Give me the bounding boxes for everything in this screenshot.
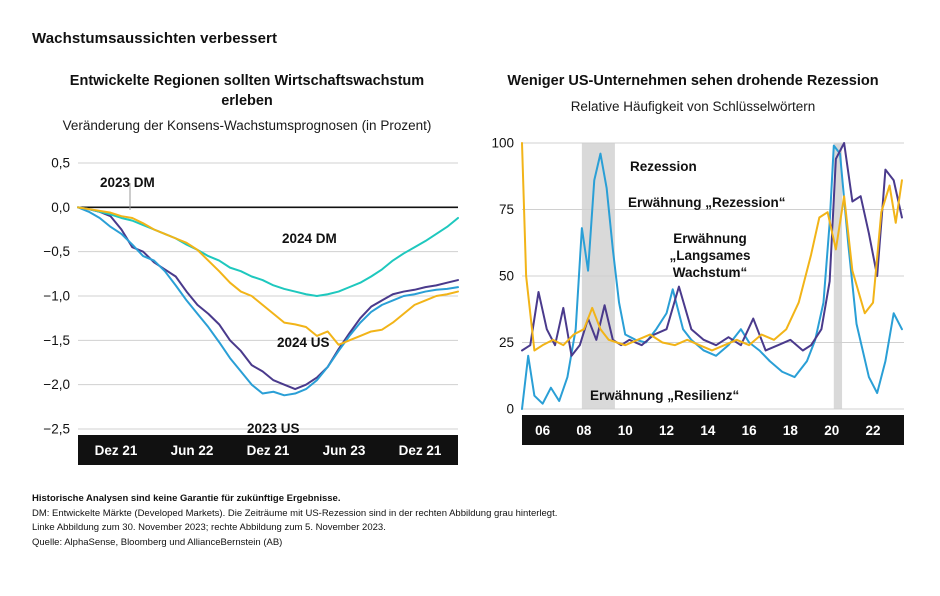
footnotes bbox=[32, 492, 672, 551]
right-chart-subtitle: Relative Häufigkeit von Schlüsselwörtern bbox=[570, 98, 816, 114]
label-langsames-wachstum: Erwähnung „Langsames Wachstum“ bbox=[669, 231, 751, 280]
left-chart-title: Entwickelte Regionen sollten Wirtschaftswachstum erleben bbox=[69, 73, 425, 109]
svg-text:Dez 21: Dez 21 bbox=[398, 442, 442, 458]
svg-text:−2,5: −2,5 bbox=[43, 421, 70, 437]
svg-text:25: 25 bbox=[498, 335, 514, 351]
footnote-source: Quelle: AlphaSense, Bloomberg und AllianceBernstein (AB) bbox=[32, 537, 283, 549]
footnote-dm: DM: Entwickelte Märkte (Developed Markets). Die Zeiträume mit US-Rezession sind in der rechten Abbildung grau hinterlegt. bbox=[32, 507, 558, 519]
svg-text:Dez 21: Dez 21 bbox=[94, 442, 138, 458]
label-2023-dm: 2023 DM bbox=[100, 174, 155, 190]
svg-text:0: 0 bbox=[506, 401, 514, 417]
label-2023-us: 2023 US bbox=[247, 420, 300, 436]
label-rezession: Rezession bbox=[630, 159, 697, 175]
svg-text:14: 14 bbox=[700, 423, 716, 439]
svg-text:0,0: 0,0 bbox=[51, 199, 70, 215]
svg-text:75: 75 bbox=[498, 202, 514, 218]
label-erwaehnung-rezession: Erwähnung „Rezession“ bbox=[628, 195, 786, 211]
svg-text:22: 22 bbox=[865, 423, 881, 439]
right-plot-svg bbox=[478, 133, 908, 463]
svg-text:12: 12 bbox=[659, 423, 675, 439]
right-plot bbox=[478, 133, 908, 463]
footnote-dates: Linke Abbildung zum 30. November 2023; rechte Abbildung zum 5. November 2023. bbox=[32, 522, 386, 534]
svg-text:10: 10 bbox=[617, 423, 633, 439]
chart-panel-left bbox=[32, 72, 462, 483]
svg-text:−2,0: −2,0 bbox=[43, 376, 70, 392]
label-erwaehnung-resilienz: Erwähnung „Resilienz“ bbox=[590, 388, 740, 404]
svg-text:20: 20 bbox=[824, 423, 840, 439]
svg-text:50: 50 bbox=[498, 268, 514, 284]
svg-text:Jun 22: Jun 22 bbox=[170, 442, 214, 458]
svg-text:08: 08 bbox=[576, 423, 592, 439]
right-chart-title: Weniger US-Unternehmen sehen drohende Rezession bbox=[507, 73, 879, 89]
svg-text:−1,5: −1,5 bbox=[43, 332, 70, 348]
svg-text:Dez 21: Dez 21 bbox=[246, 442, 290, 458]
svg-text:18: 18 bbox=[782, 423, 798, 439]
footnote-disclaimer: Historische Analysen sind keine Garantie für zukünftige Ergebnisse. bbox=[32, 493, 341, 504]
svg-text:06: 06 bbox=[535, 423, 551, 439]
svg-text:0,5: 0,5 bbox=[51, 155, 70, 171]
svg-text:−1,0: −1,0 bbox=[43, 288, 70, 304]
svg-text:Jun 23: Jun 23 bbox=[322, 442, 366, 458]
chart-panel-right bbox=[478, 72, 908, 463]
svg-text:16: 16 bbox=[741, 423, 757, 439]
label-2024-us: 2024 US bbox=[277, 334, 330, 350]
page-title: Wachstumsaussichten verbessert bbox=[32, 30, 278, 47]
svg-text:−0,5: −0,5 bbox=[43, 243, 70, 259]
svg-text:100: 100 bbox=[491, 135, 514, 151]
left-plot bbox=[32, 153, 462, 483]
left-chart-subtitle: Veränderung der Konsens-Wachstumsprognosen (in Prozent) bbox=[62, 118, 432, 134]
label-2024-dm: 2024 DM bbox=[282, 230, 337, 246]
